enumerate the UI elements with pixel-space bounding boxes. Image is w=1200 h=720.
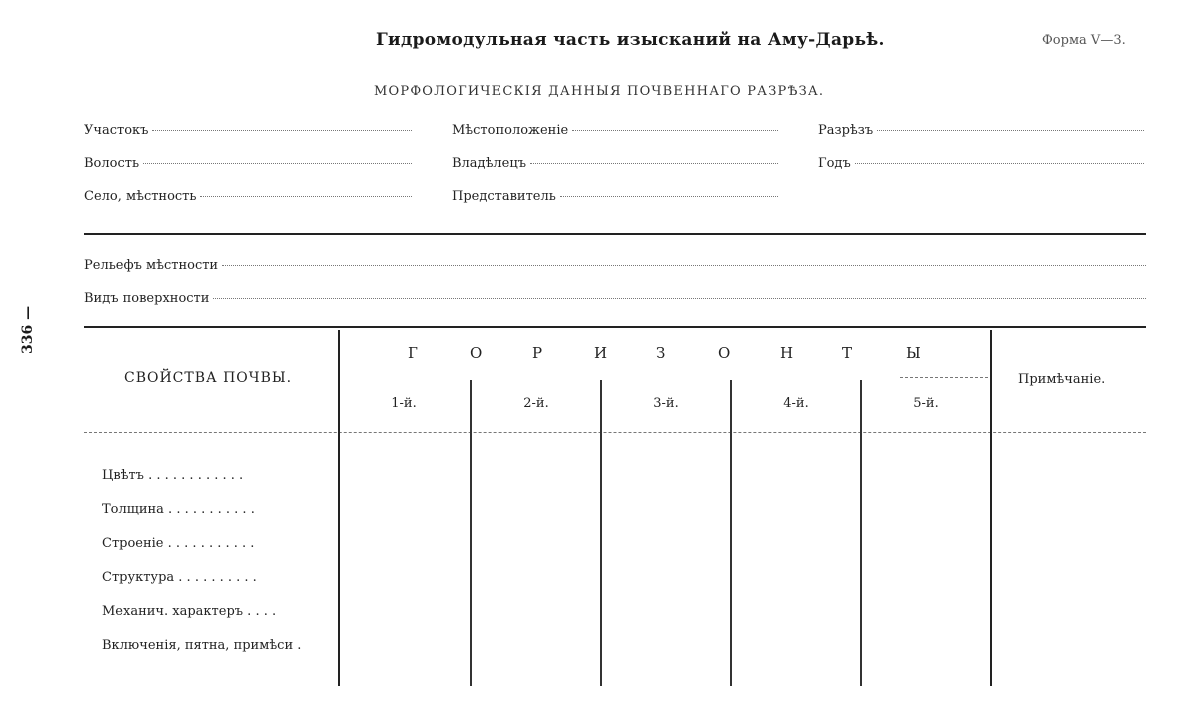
row-label-thickness: Толщина . . . . . . . . . . . [102, 502, 255, 517]
horizons-letter: О [470, 344, 483, 362]
column-divider [730, 380, 732, 686]
horizon-col-1: 1-й. [391, 396, 417, 411]
field-village[interactable] [84, 189, 412, 204]
field-village-label: Село, мѣстность [84, 189, 197, 204]
remarks-header: Примѣчаніе. [1018, 372, 1106, 387]
field-plot[interactable] [84, 123, 412, 138]
row-label-color: Цвѣтъ . . . . . . . . . . . . [102, 468, 244, 483]
header-subdivider [900, 377, 988, 378]
row-label-inclusions-text: Включенія, пятна, примѣси [102, 638, 294, 653]
horizons-letter: Г [408, 344, 418, 362]
field-section-label: Разрѣзъ [818, 123, 874, 138]
field-year-blank[interactable] [855, 163, 1144, 164]
field-relief-label: Рельефъ мѣстности [84, 258, 219, 273]
horizon-col-2: 2-й. [523, 396, 549, 411]
field-surface[interactable] [84, 291, 1146, 306]
horizons-letter: З [656, 344, 666, 362]
row-label-inclusions: Включенія, пятна, примѣси . [102, 638, 302, 653]
row-label-thickness-text: Толщина [102, 502, 164, 517]
field-representative[interactable] [452, 189, 778, 204]
table-top-border [84, 326, 1146, 328]
field-surface-label: Видъ поверхности [84, 291, 210, 306]
row-label-composition-text: Строеніе [102, 536, 164, 551]
field-year[interactable] [818, 156, 1144, 171]
horizons-letter: Н [780, 344, 794, 362]
horizons-letter: Т [842, 344, 853, 362]
column-divider [600, 380, 602, 686]
field-plot-label: Участокъ [84, 123, 149, 138]
horizons-letter: И [594, 344, 608, 362]
horizon-col-4: 4-й. [783, 396, 809, 411]
field-owner-blank[interactable] [530, 163, 778, 164]
properties-header: СВОЙСТВА ПОЧВЫ. [124, 370, 293, 386]
field-surface-blank[interactable] [213, 298, 1146, 299]
field-plot-blank[interactable] [152, 130, 412, 131]
row-label-mechanical: Механич. характеръ . . . . [102, 604, 277, 619]
horizons-letter: О [718, 344, 731, 362]
table-header-bottom [84, 432, 1146, 433]
form-title: Гидромодульная часть изысканий на Аму-Дарьѣ. [376, 30, 885, 50]
column-divider [470, 380, 472, 686]
page-number: 336 — [20, 305, 36, 354]
field-location[interactable] [452, 123, 778, 138]
field-volost[interactable] [84, 156, 412, 171]
horizon-col-3: 3-й. [653, 396, 679, 411]
field-relief-blank[interactable] [222, 265, 1146, 266]
horizon-col-5: 5-й. [913, 396, 939, 411]
field-year-label: Годъ [818, 156, 851, 171]
field-owner-label: Владѣлецъ [452, 156, 526, 171]
row-label-structure: Структура . . . . . . . . . . [102, 570, 257, 585]
row-label-structure-text: Структура [102, 570, 175, 585]
column-divider [860, 380, 862, 686]
horizons-letter: Ы [906, 344, 921, 362]
field-section-blank[interactable] [877, 130, 1144, 131]
column-divider [338, 330, 340, 686]
field-volost-label: Волость [84, 156, 140, 171]
field-owner[interactable] [452, 156, 778, 171]
form-number: Форма V—3. [1042, 33, 1126, 48]
section-divider [84, 233, 1146, 235]
field-representative-label: Представитель [452, 189, 556, 204]
field-location-label: Мѣстоположеніе [452, 123, 569, 138]
field-volost-blank[interactable] [143, 163, 412, 164]
form-subtitle: МОРФОЛОГИЧЕСКІЯ ДАННЫЯ ПОЧВЕННАГО РАЗРѢЗА. [374, 84, 825, 99]
horizons-letter: Р [532, 344, 543, 362]
row-label-mechanical-text: Механич. характеръ [102, 604, 244, 619]
field-village-blank[interactable] [200, 196, 412, 197]
column-divider [990, 330, 992, 686]
field-section[interactable] [818, 123, 1144, 138]
row-label-color-text: Цвѣтъ [102, 468, 144, 483]
field-representative-blank[interactable] [560, 196, 778, 197]
field-location-blank[interactable] [572, 130, 778, 131]
field-relief[interactable] [84, 258, 1146, 273]
row-label-composition: Строеніе . . . . . . . . . . . [102, 536, 255, 551]
